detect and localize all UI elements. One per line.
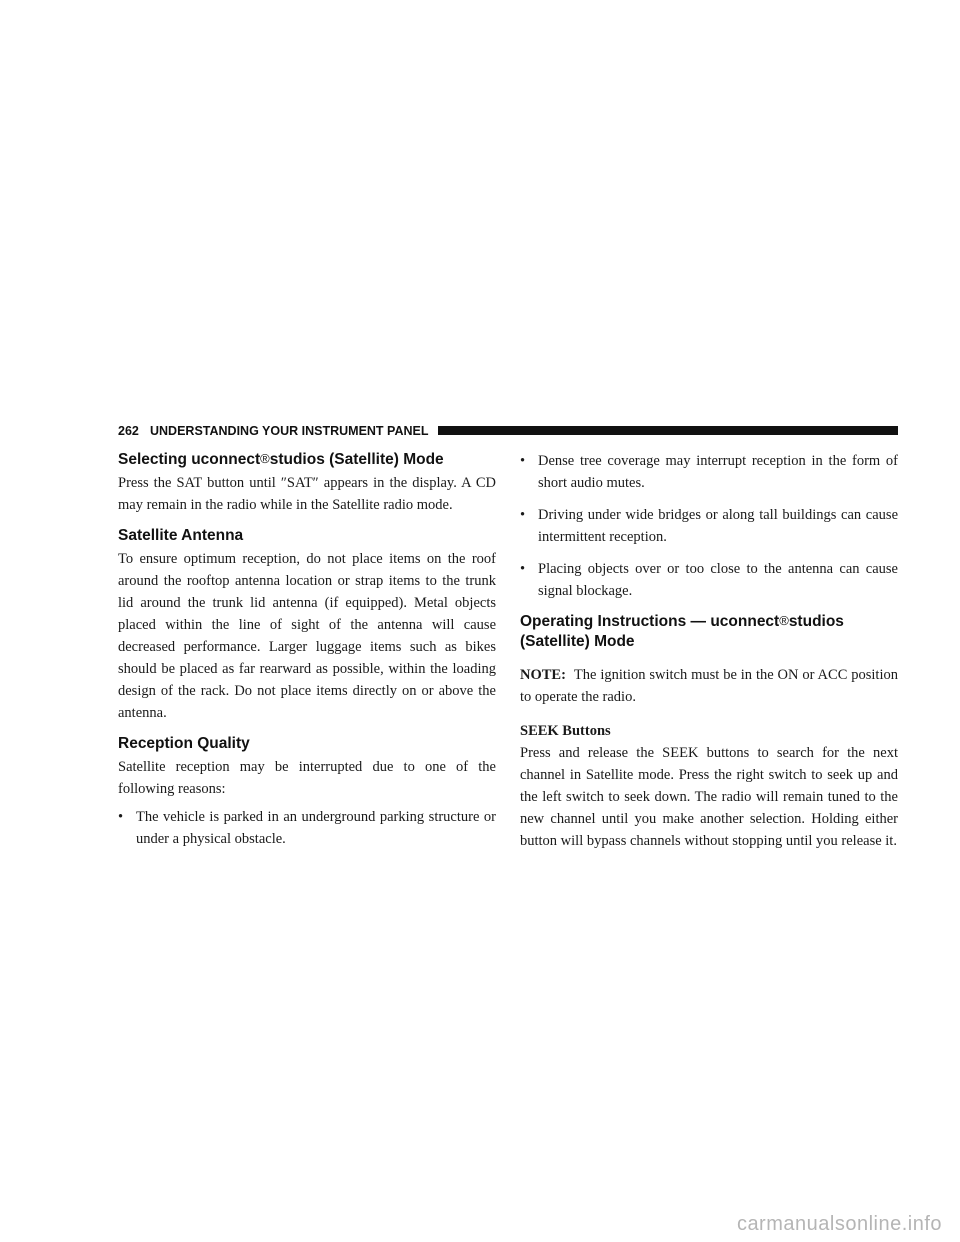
heading-selecting-satellite-mode: Selecting uconnect®studios (Satellite) Mode — [118, 451, 444, 468]
paragraph-satellite-antenna: To ensure optimum reception, do not place items on the roof around the rooftop antenna location or strap items to the trunk lid around the trunk lid antenna (if equipped). Metal objects placed within the line of sight of the antenna will cause decreased performance. Larger luggage items such as bikes should be placed as far rearward as possible, within the loading design of the rack. Do not place items directly on or above the antenna. — [118, 551, 496, 721]
heading-operating-instructions: Operating Instructions — uconnect®studios (Satellite) Mode — [520, 613, 844, 650]
list-item: • Placing objects over or too close to the antenna can cause signal blockage. — [520, 561, 898, 599]
reception-reasons-list-continued — [520, 450, 898, 602]
paragraph-seek-buttons: Press and release the SEEK buttons to search for the next channel in Satellite mode. Press the right switch to seek up and the left switch to seek down. The radio will remain tuned to the new channel until you make another selection. Holding either button will bypass channels without stopping until you release it. — [520, 745, 898, 849]
list-item: • Dense tree coverage may interrupt reception in the form of short audio mutes. — [520, 453, 898, 491]
paragraph-sat-button: Press the SAT button until ″SAT″ appears in the display. A CD may remain in the radio while in the Satellite radio mode. — [118, 475, 496, 513]
note-paragraph: NOTE: The ignition switch must be in the ON or ACC position to operate the radio. — [520, 667, 898, 705]
page-number: 262 — [118, 424, 139, 438]
heading-satellite-antenna: Satellite Antenna — [118, 527, 244, 544]
list-item: • Driving under wide bridges or along tall buildings can cause intermittent reception. — [520, 507, 898, 545]
header-rule — [438, 426, 898, 435]
right-column — [520, 450, 898, 852]
paragraph-reception-quality: Satellite reception may be interrupted due to one of the following reasons: — [118, 759, 496, 797]
page-header-title: UNDERSTANDING YOUR INSTRUMENT PANEL — [150, 424, 429, 438]
reception-reasons-list — [118, 806, 496, 850]
list-item: • The vehicle is parked in an underground parking structure or under a physical obstacle. — [118, 809, 496, 847]
heading-reception-quality: Reception Quality — [118, 735, 250, 752]
left-column — [118, 450, 496, 860]
watermark: carmanualsonline.info — [736, 1213, 942, 1235]
subheading-seek-buttons: SEEK Buttons — [520, 723, 611, 739]
page-header — [118, 422, 898, 440]
